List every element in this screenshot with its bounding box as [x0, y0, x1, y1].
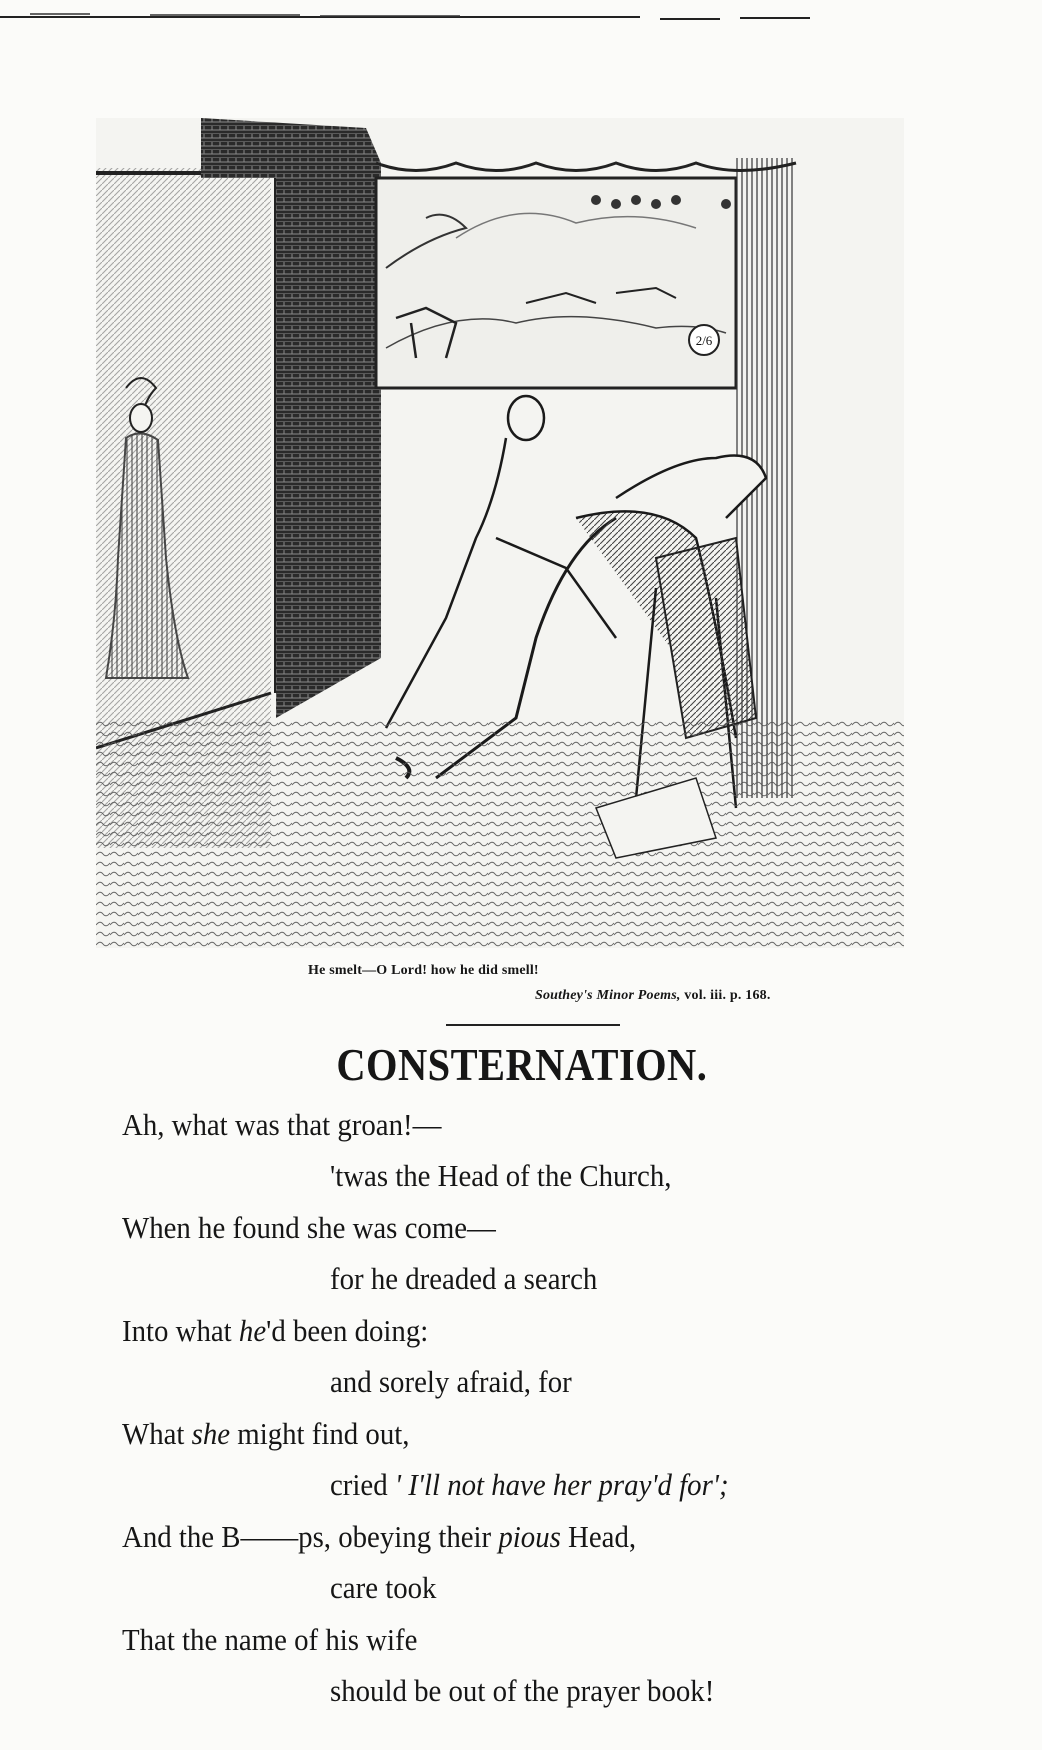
poem-line	[330, 1467, 729, 1503]
poem-line	[122, 1416, 409, 1452]
poem-italic-text: she	[191, 1416, 231, 1451]
poem-line: Ah, what was that groan!—	[122, 1107, 442, 1142]
poem-line: care took	[330, 1570, 437, 1605]
poem-italic-text: he	[238, 1313, 267, 1348]
poem-text: What	[122, 1416, 192, 1451]
caption-source	[535, 988, 771, 1004]
top-border-rule	[0, 0, 1042, 30]
poem-text: might find out,	[230, 1416, 410, 1451]
poem-line: and sorely afraid, for	[330, 1364, 572, 1399]
poem-italic-text: ' I'll not have her pray'd for';	[394, 1467, 729, 1502]
hunting-picture	[376, 178, 736, 388]
poem-line: should be out of the prayer book!	[330, 1673, 715, 1708]
title-separator-rule	[446, 1024, 620, 1026]
poem-text: And the B——ps, obeying their	[122, 1519, 499, 1554]
page-title: CONSTERNATION.	[336, 1039, 708, 1090]
poem-line: That the name of his wife	[122, 1622, 418, 1657]
poem-text: cried	[330, 1467, 395, 1502]
caption-source-title: Southey's Minor Poems,	[535, 988, 681, 1003]
poem-line: 'twas the Head of the Church,	[330, 1158, 672, 1193]
poem-line	[122, 1519, 636, 1555]
caption-source-ref: vol. iii. p. 168.	[684, 988, 771, 1003]
picture-price-tag: 2/6	[695, 333, 713, 348]
poem-line	[122, 1313, 428, 1349]
illustration-caption: He smelt—O Lord! how he did smell!	[308, 963, 539, 978]
poem-text: 'd been doing:	[266, 1313, 429, 1348]
poem-text: Into what	[122, 1313, 239, 1348]
poem-line: When he found she was come—	[122, 1210, 496, 1245]
poem-italic-text: pious	[498, 1519, 561, 1554]
engraving-illustration	[96, 118, 904, 948]
poem-line: for he dreaded a search	[330, 1261, 598, 1296]
poem-text: Head,	[560, 1519, 637, 1554]
floor	[96, 718, 904, 948]
